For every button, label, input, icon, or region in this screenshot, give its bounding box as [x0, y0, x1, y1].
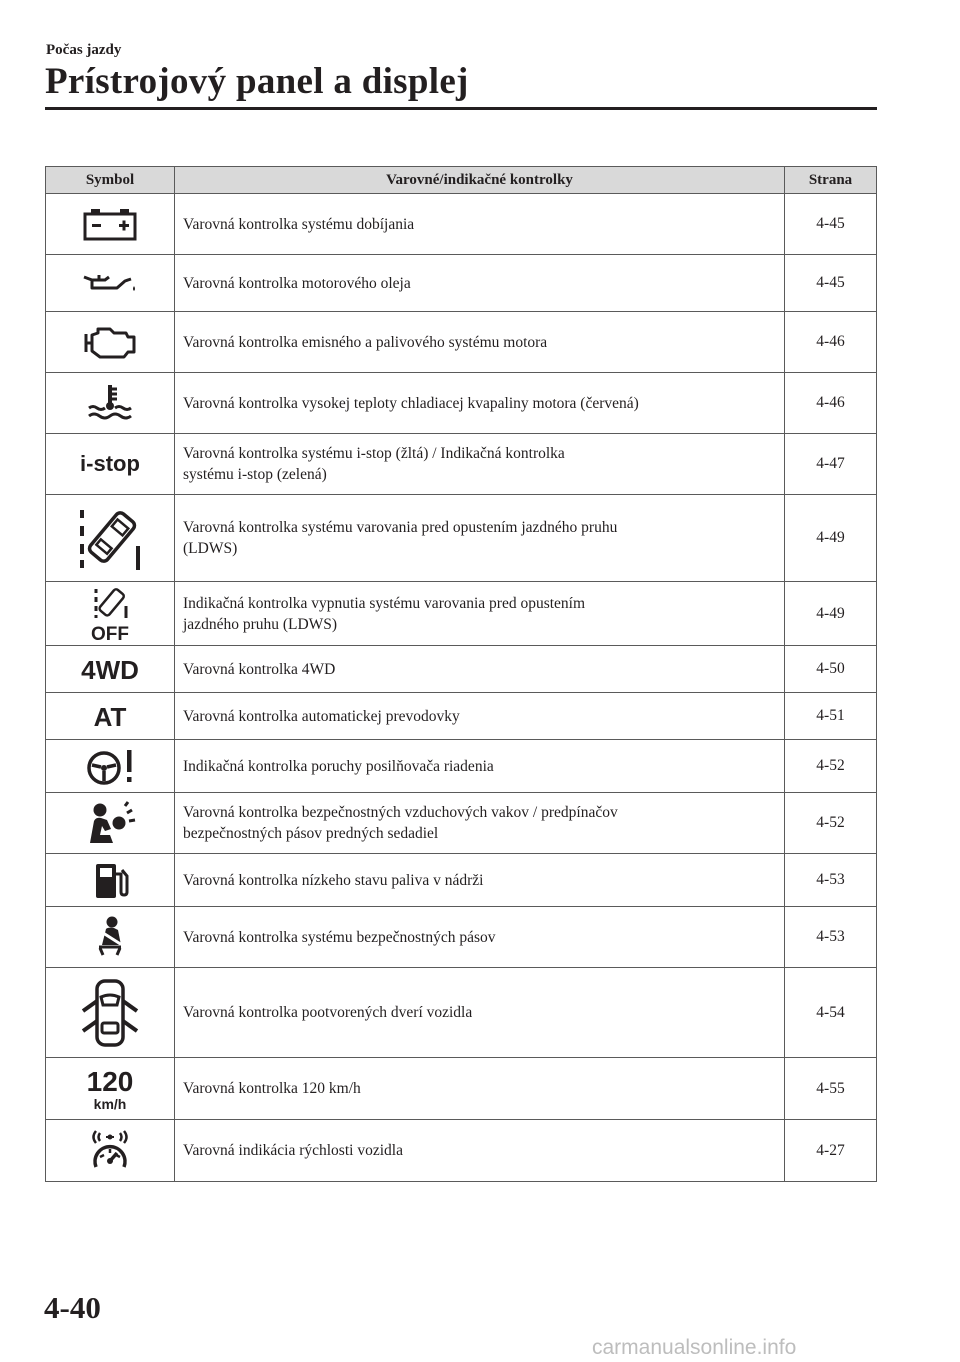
row-page: 4-47: [785, 434, 877, 495]
row-description: Varovná kontrolka emisného a palivového systému motora: [175, 312, 785, 373]
svg-text:km/h: km/h: [93, 1095, 127, 1112]
column-header-page: Strana: [785, 167, 877, 194]
coolant-temperature-icon: [85, 382, 135, 424]
lane-departure-off-icon: [84, 586, 136, 642]
row-page: 4-55: [785, 1058, 877, 1120]
row-page: 4-49: [785, 495, 877, 582]
row-description: Varovná kontrolka systému i-stop (žltá) / Indikačná kontrolka systému i-stop (zelená): [175, 434, 785, 495]
battery-charge-icon: [82, 207, 138, 241]
row-description: Varovná kontrolka automatickej prevodovky: [175, 693, 785, 740]
row-page: 4-53: [785, 854, 877, 907]
row-page: 4-51: [785, 693, 877, 740]
row-description: Varovná kontrolka nízkeho stavu paliva v nádrži: [175, 854, 785, 907]
page-number: 4-40: [44, 1290, 101, 1325]
table-row: [46, 194, 877, 255]
row-description: Varovná kontrolka bezpečnostných vzduchových vakov / predpínačov bezpečnostných pásov predných sedadiel: [175, 793, 785, 854]
table-row: [46, 793, 877, 854]
table-row: [46, 740, 877, 793]
row-description: Varovná kontrolka 120 km/h: [175, 1058, 785, 1120]
table-row: [46, 907, 877, 968]
4wd-icon: [77, 654, 143, 684]
watermark: carmanualsonline.info: [592, 1336, 797, 1359]
svg-text:OFF: OFF: [91, 623, 129, 642]
row-page: 4-53: [785, 907, 877, 968]
table-row: [46, 582, 877, 646]
row-description: Varovná kontrolka systému bezpečnostných pásov: [175, 907, 785, 968]
low-fuel-icon: [88, 860, 132, 900]
warning-lights-table: [45, 166, 877, 1182]
title-rule: [45, 107, 877, 110]
row-description: Varovná kontrolka pootvorených dverí vozidla: [175, 968, 785, 1058]
speed-120-icon: [80, 1065, 140, 1113]
row-page: 4-49: [785, 582, 877, 646]
automatic-transmission-icon: [88, 701, 132, 731]
section-label: Počas jazdy: [46, 42, 122, 58]
lane-departure-icon: [76, 504, 144, 572]
table-row: [46, 434, 877, 495]
row-description: Varovná kontrolka motorového oleja: [175, 255, 785, 312]
table-row: [46, 495, 877, 582]
seat-belt-icon: [88, 915, 132, 959]
speed-warning-icon: [86, 1129, 134, 1173]
row-page: 4-46: [785, 373, 877, 434]
engine-oil-icon: [81, 271, 139, 295]
column-header-symbol: Symbol: [46, 167, 175, 194]
row-description: Varovná indikácia rýchlosti vozidla: [175, 1120, 785, 1182]
table-header-row: [46, 167, 877, 194]
svg-text:AT: AT: [93, 702, 127, 731]
row-description: Indikačná kontrolka vypnutia systému varovania pred opustením jazdného pruhu (LDWS): [175, 582, 785, 646]
airbag-icon: [80, 801, 140, 845]
row-page: 4-46: [785, 312, 877, 373]
table-row: [46, 1120, 877, 1182]
table-row: [46, 255, 877, 312]
row-description: Varovná kontrolka vysokej teploty chladiacej kvapaliny motora (červená): [175, 373, 785, 434]
i-stop-icon: [78, 447, 142, 481]
table-row: [46, 373, 877, 434]
svg-text:120: 120: [86, 1065, 134, 1097]
row-description: Varovná kontrolka 4WD: [175, 646, 785, 693]
row-page: 4-27: [785, 1120, 877, 1182]
table-row: [46, 646, 877, 693]
table-row: [46, 968, 877, 1058]
row-description: Varovná kontrolka systému dobíjania: [175, 194, 785, 255]
row-page: 4-50: [785, 646, 877, 693]
row-page: 4-45: [785, 194, 877, 255]
row-page: 4-52: [785, 740, 877, 793]
page-title: Prístrojový panel a displej: [45, 61, 469, 102]
check-engine-icon: [80, 324, 140, 360]
table-row: [46, 693, 877, 740]
row-description: Varovná kontrolka systému varovania pred opustením jazdného pruhu (LDWS): [175, 495, 785, 582]
row-page: 4-54: [785, 968, 877, 1058]
row-page: 4-45: [785, 255, 877, 312]
power-steering-icon: [84, 746, 136, 786]
svg-text:4WD: 4WD: [81, 655, 139, 684]
row-description: Indikačná kontrolka poruchy posilňovača riadenia: [175, 740, 785, 793]
table-row: [46, 854, 877, 907]
table-row: [46, 1058, 877, 1120]
row-page: 4-52: [785, 793, 877, 854]
table-row: [46, 312, 877, 373]
column-header-description: Varovné/indikačné kontrolky: [175, 167, 785, 194]
svg-text:i-stop: i-stop: [80, 451, 140, 476]
door-ajar-icon: [77, 977, 143, 1049]
